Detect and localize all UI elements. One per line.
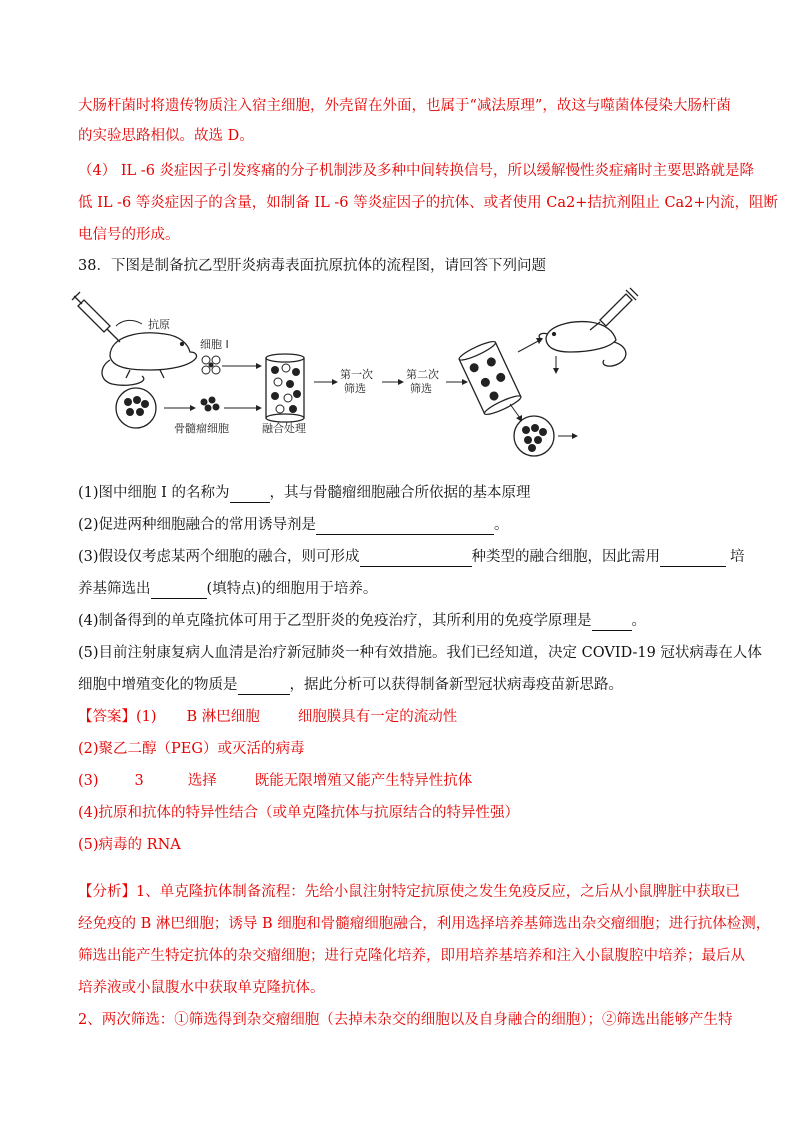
answer-3-num: (3) bbox=[78, 773, 99, 789]
answer-1-num: (1) bbox=[136, 709, 157, 725]
question-2-blank[interactable] bbox=[316, 517, 494, 535]
question-1 bbox=[78, 483, 531, 503]
answer-1-part-1: B 淋巴细胞 bbox=[186, 709, 260, 725]
question-5-line-2 bbox=[78, 675, 623, 695]
question-4 bbox=[78, 611, 646, 631]
question-3-blank-2[interactable] bbox=[660, 549, 726, 567]
arrow-head bbox=[190, 405, 196, 411]
arrow-head bbox=[398, 379, 404, 385]
syringe-right-icon bbox=[590, 288, 638, 330]
question-1-text-end: ，其与骨髓瘤细胞融合所依据的基本原理 bbox=[269, 485, 531, 501]
arrow-tube-to-dish bbox=[510, 404, 520, 418]
fusion-tube bbox=[266, 354, 304, 422]
antigen-pointer-arrow bbox=[116, 320, 142, 326]
arrow-head bbox=[572, 433, 578, 439]
question-4-text: (4)制备得到的单克隆抗体可用于乙型肝炎的免疫治疗，其所利用的免疫学原理是 bbox=[78, 613, 592, 629]
question-38-stem: 38．下图是制备抗乙型肝炎病毒表面抗原抗体的流程图，请回答下列问题 bbox=[78, 258, 546, 274]
question-3-text: (3)假设仅考虑某两个细胞的融合，则可形成 bbox=[78, 549, 360, 565]
arrow-head bbox=[462, 379, 468, 385]
question-3-text-2: 养基筛选出 bbox=[78, 581, 151, 597]
answer-1 bbox=[78, 707, 457, 727]
second-screen-label-a: 第二次 bbox=[406, 368, 439, 381]
culture-tube bbox=[458, 339, 523, 418]
syringe-icon bbox=[72, 292, 120, 342]
answer-1-part-2: 细胞膜具有一定的流动性 bbox=[297, 709, 458, 725]
answer-3-part-3: 既能无限增殖又能产生特异性抗体 bbox=[254, 773, 473, 789]
answer-4-line-2: 低 IL -6 等炎症因子的含量，如制备 IL -6 等炎症因子的抗体、或者使用 Ca2+拮抗剂阻止 Ca2+内流，阻断 bbox=[78, 195, 779, 211]
question-3-blank-3[interactable] bbox=[151, 581, 207, 599]
question-3-line-2 bbox=[78, 579, 377, 599]
question-5-text-2-end: ，据此分析可以获得制备新型冠状病毒疫苗新思路。 bbox=[289, 677, 623, 693]
cell-i-cluster bbox=[202, 356, 220, 374]
question-3-text-2-end: (填特点)的细胞用于培养。 bbox=[206, 581, 378, 597]
antibody-preparation-flow-diagram bbox=[70, 286, 650, 466]
second-screen-label-b: 筛选 bbox=[410, 382, 432, 395]
answer-tag: 【答案】 bbox=[78, 709, 136, 725]
prior-answer-line-2: 的实验思路相似。故选 D。 bbox=[78, 128, 254, 144]
question-3-line-1 bbox=[78, 547, 745, 567]
answer-5: (5)病毒的 RNA bbox=[78, 837, 181, 853]
analysis-line-2: 经免疫的 B 淋巴细胞；诱导 B 细胞和骨髓瘤细胞融合，利用选择培养基筛选出杂交瘤细胞；进行抗体检测， bbox=[78, 916, 771, 932]
cell-i-label: 细胞 I bbox=[200, 338, 229, 351]
fusion-label: 融合处理 bbox=[262, 422, 306, 435]
arrow-head bbox=[256, 363, 262, 369]
myeloma-label: 骨髓瘤细胞 bbox=[174, 422, 229, 435]
arrow-tube-to-mouse bbox=[518, 340, 540, 352]
first-screen-label-b: 筛选 bbox=[344, 382, 366, 395]
question-2-text: (2)促进两种细胞融合的常用诱导剂是 bbox=[78, 517, 317, 533]
prior-answer-line-1: 大肠杆菌时将遗传物质注入宿主细胞，外壳留在外面，也属于“减法原理”，故这与噬菌体侵染大肠杆菌 bbox=[78, 98, 731, 114]
question-3-blank-1[interactable] bbox=[360, 549, 472, 567]
question-3-text-end: 培 bbox=[730, 549, 745, 565]
analysis-line-4: 培养液或小鼠腹水中获取单克隆抗体。 bbox=[78, 980, 325, 996]
answer-4-line-1: （4） IL -6 炎症因子引发疼痛的分子机制涉及多种中间转换信号，所以缓解慢性炎症痛时主要思路就是降 bbox=[78, 163, 755, 179]
result-dish bbox=[514, 416, 554, 456]
arrow-head bbox=[536, 338, 543, 344]
mouse-icon bbox=[102, 333, 197, 385]
analysis-line-1 bbox=[78, 882, 740, 902]
answer-4: (4)抗原和抗体的特异性结合（或单克隆抗体与抗原结合的特异性强） bbox=[78, 805, 520, 821]
first-screen-label-a: 第一次 bbox=[340, 368, 373, 381]
question-5-line-1: (5)目前注射康复病人血清是治疗新冠肺炎一种有效措施。我们已经知道，决定 COVID-19 冠状病毒在人体 bbox=[78, 645, 762, 661]
question-1-blank[interactable] bbox=[230, 485, 270, 503]
arrow-head bbox=[256, 405, 262, 411]
question-5-text-2: 细胞中增殖变化的物质是 bbox=[78, 677, 238, 693]
question-4-blank[interactable] bbox=[592, 613, 632, 631]
mouse-right-icon bbox=[539, 322, 626, 366]
question-5-blank[interactable] bbox=[238, 677, 290, 695]
answer-3-part-2: 选择 bbox=[187, 773, 217, 789]
question-2 bbox=[78, 515, 509, 535]
question-2-text-end: 。 bbox=[494, 517, 509, 533]
answer-2: (2)聚乙二醇（PEG）或灭活的病毒 bbox=[78, 741, 305, 757]
analysis-line-3: 筛选出能产生特定抗体的杂交瘤细胞；进行克隆化培养，即用培养基培养和注入小鼠腹腔中培养；最后从 bbox=[78, 948, 745, 964]
answer-3-part-1: 3 bbox=[134, 773, 144, 789]
answer-3 bbox=[78, 771, 472, 791]
arrow-head bbox=[553, 368, 559, 374]
question-1-text: (1)图中细胞 I 的名称为 bbox=[78, 485, 230, 501]
analysis-line-1-text: 1、单克隆抗体制备流程：先给小鼠注射特定抗原使之发生免疫反应，之后从小鼠脾脏中获取已 bbox=[136, 884, 740, 900]
answer-4-line-3: 电信号的形成。 bbox=[78, 227, 180, 243]
myeloma-dish bbox=[116, 388, 156, 428]
arrow-head bbox=[332, 379, 338, 385]
analysis-tag: 【分析】 bbox=[78, 884, 136, 900]
myeloma-cell-cluster bbox=[201, 397, 220, 412]
question-3-text-mid: 种类型的融合细胞，因此需用 bbox=[471, 549, 661, 565]
analysis-line-5: 2、两次筛选：①筛选得到杂交瘤细胞（去掉未杂交的细胞以及自身融合的细胞）；②筛选出能够产生特 bbox=[78, 1012, 733, 1028]
antigen-label: 抗原 bbox=[148, 318, 170, 331]
question-4-text-end: 。 bbox=[631, 613, 647, 629]
